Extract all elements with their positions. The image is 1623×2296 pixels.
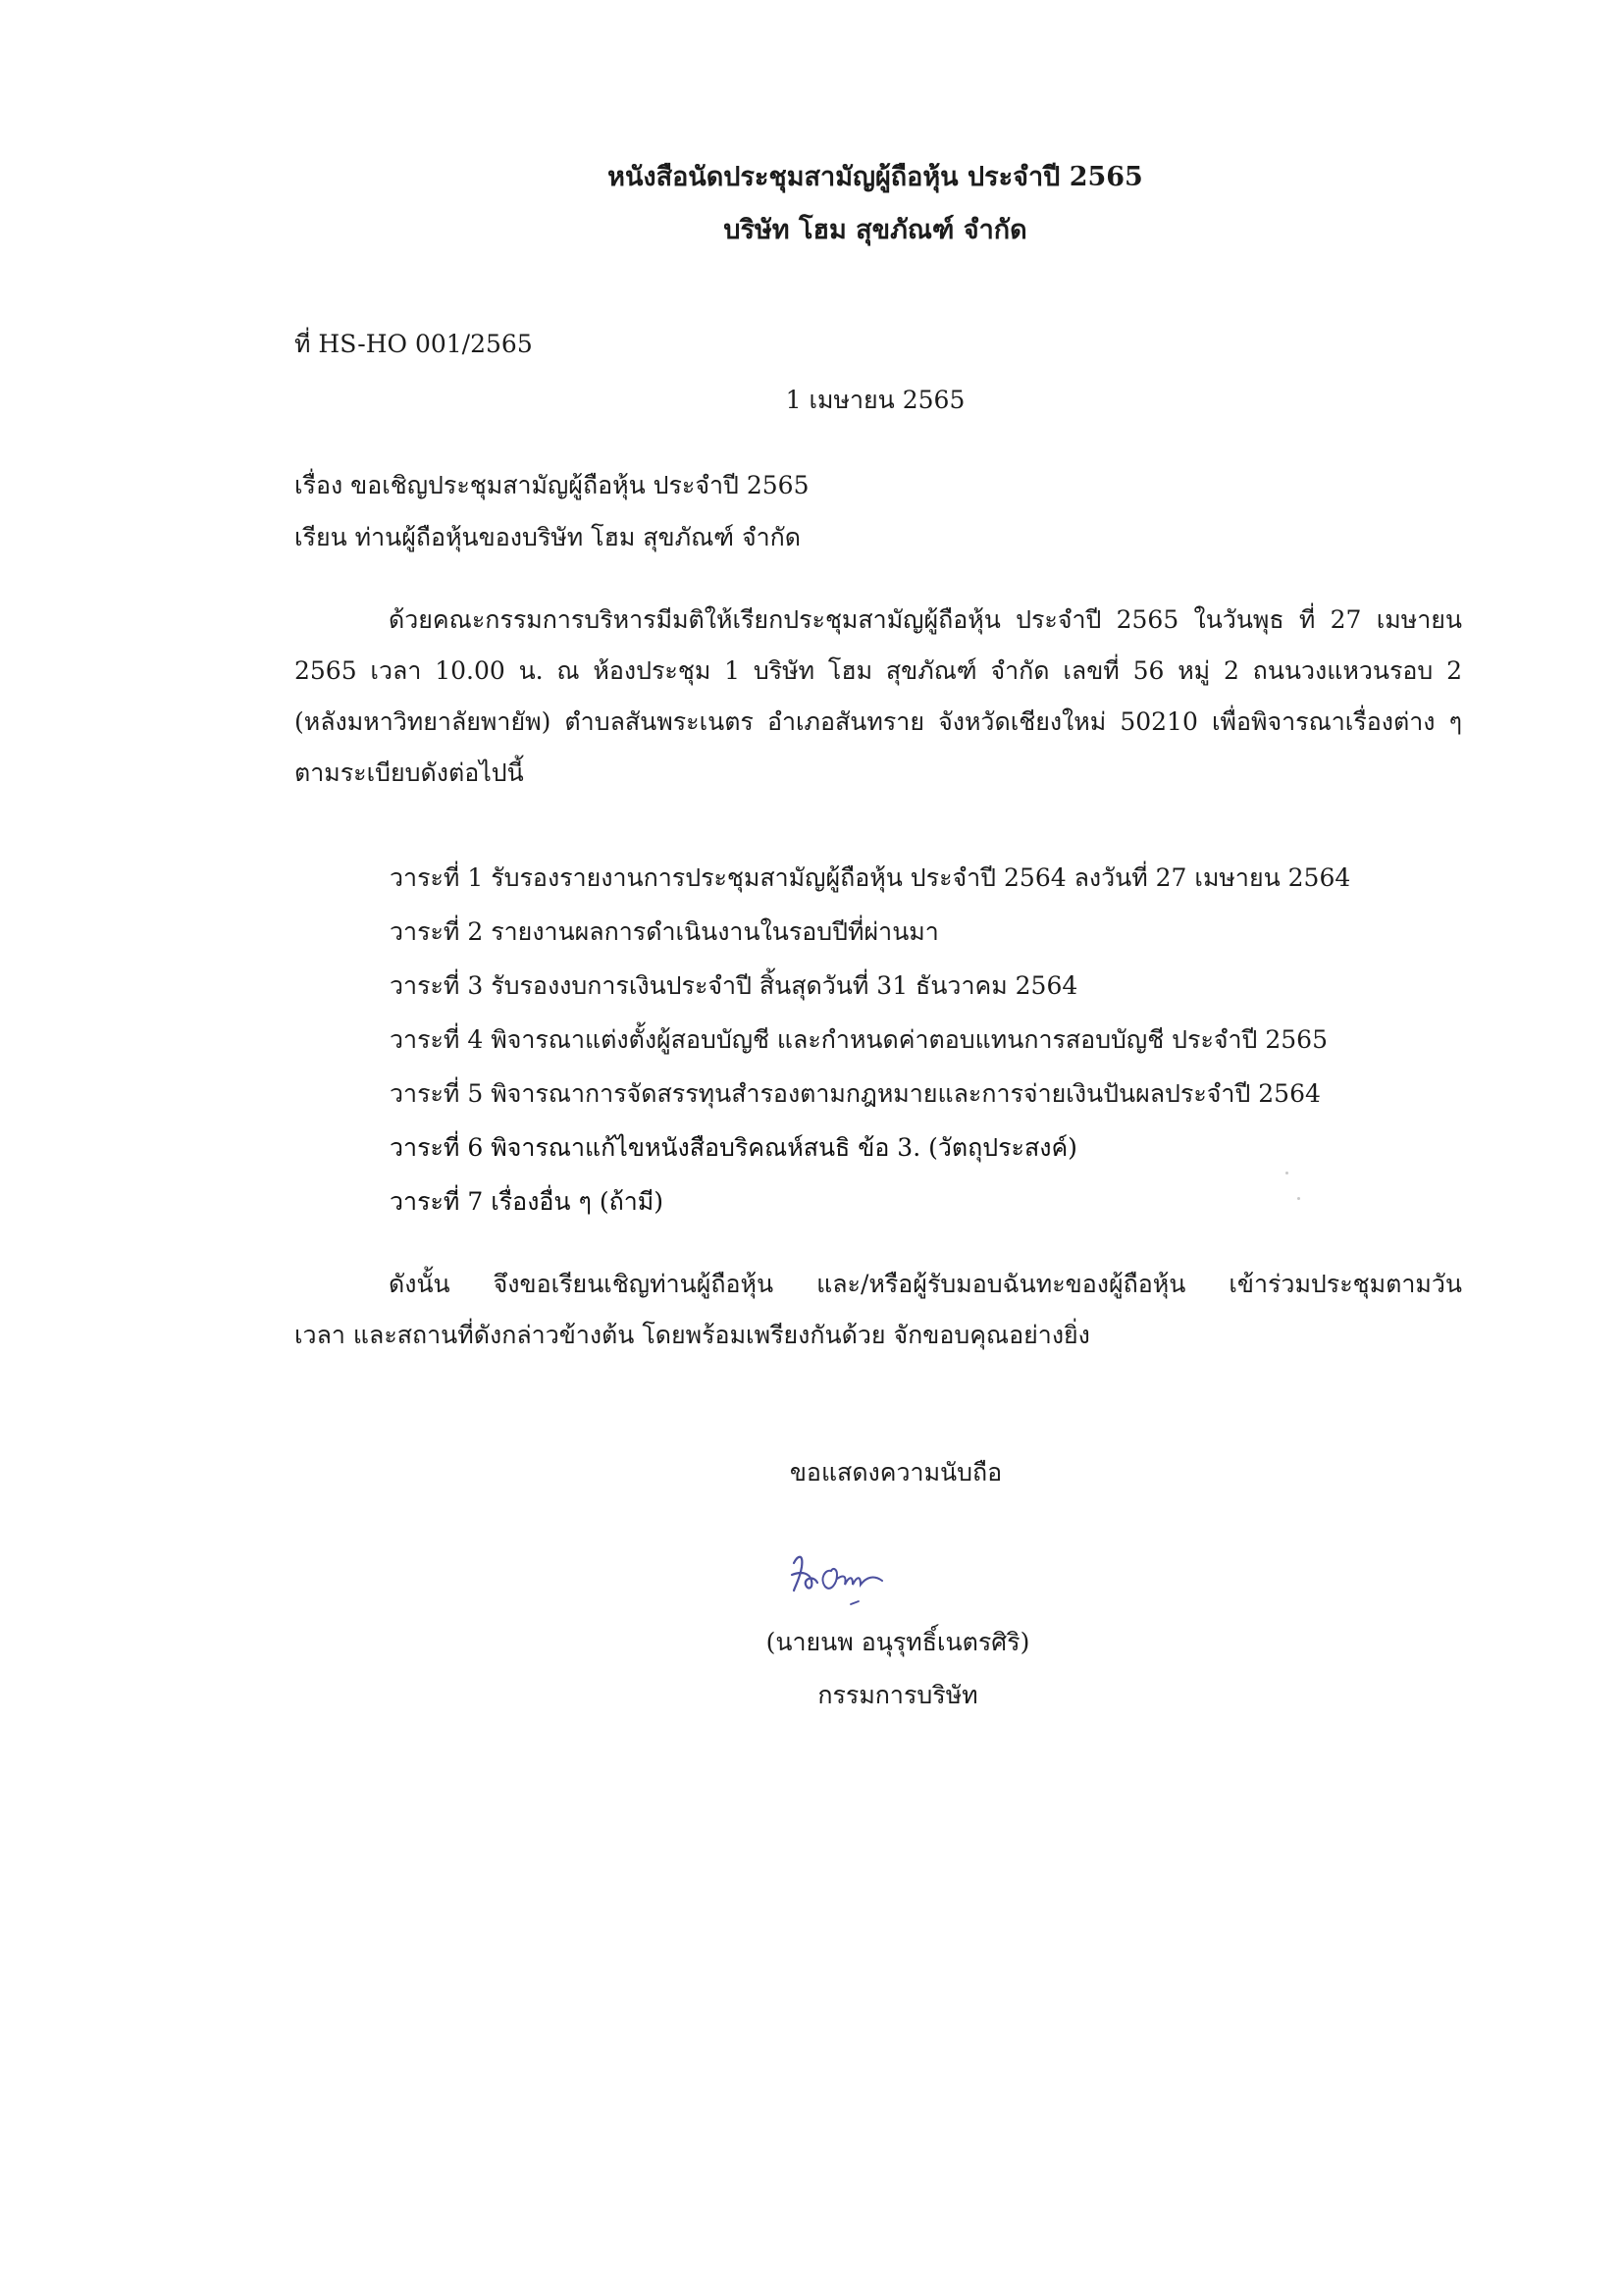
agenda-list bbox=[390, 851, 1350, 1228]
intro-line: ตามระเบียบดังต่อไปนี้ bbox=[294, 758, 524, 787]
agenda-item: วาระที่ 6 พิจารณาแก้ไขหนังสือบริคณห์สนธิ ข้อ 3. (วัตถุประสงค์) bbox=[390, 1133, 1077, 1162]
complimentary-close: ขอแสดงความนับถือ bbox=[789, 1458, 1003, 1487]
agenda-item: วาระที่ 4 พิจารณาแต่งตั้งผู้สอบบัญชี และกำหนดค่าตอบแทนการสอบบัญชี ประจำปี 2565 bbox=[390, 1025, 1328, 1054]
letter-date: 1 เมษายน 2565 bbox=[785, 386, 966, 414]
subject-line: เรื่อง ขอเชิญประชุมสามัญผู้ถือหุ้น ประจำปี 2565 bbox=[294, 471, 810, 499]
company-name-heading: บริษัท โฮม สุขภัณฑ์ จำกัด bbox=[723, 215, 1027, 245]
agenda-item: วาระที่ 2 รายงานผลการดำเนินงานในรอบปีที่ผ่านมา bbox=[390, 917, 939, 946]
intro-paragraph bbox=[294, 595, 1462, 799]
closing-paragraph bbox=[294, 1259, 1462, 1361]
intro-line: (หลังมหาวิทยาลัยพายัพ) ตำบลสันพระเนตร อำเภอสันทราย จังหวัดเชียงใหม่ 50210 เพื่อพิจารณาเรื่องต่าง ๆ bbox=[294, 707, 1462, 736]
intro-line: ด้วยคณะกรรมการบริหารมีมติให้เรียกประชุมสามัญผู้ถือหุ้น ประจำปี 2565 ในวันพุธ ที่ 27 เมษายน bbox=[389, 605, 1462, 634]
scan-speck bbox=[1285, 1172, 1288, 1174]
agenda-item: วาระที่ 3 รับรองงบการเงินประจำปี สิ้นสุดวันที่ 31 ธันวาคม 2564 bbox=[390, 971, 1078, 1000]
signatory-name: (นายนพ อนุรุทธิ์เนตรศิริ) bbox=[765, 1628, 1030, 1656]
handwritten-signature bbox=[788, 1545, 916, 1614]
agenda-item: วาระที่ 7 เรื่องอื่น ๆ (ถ้ามี) bbox=[390, 1187, 663, 1216]
agenda-item: วาระที่ 1 รับรองรายงานการประชุมสามัญผู้ถือหุ้น ประจำปี 2564 ลงวันที่ 27 เมษายน 2564 bbox=[390, 863, 1351, 892]
scan-speck bbox=[1297, 1197, 1300, 1200]
closing-line: เวลา และสถานที่ดังกล่าวข้างต้น โดยพร้อมเพรียงกันด้วย จักขอบคุณอย่างยิ่ง bbox=[294, 1321, 1090, 1349]
addressee-line: เรียน ท่านผู้ถือหุ้นของบริษัท โฮม สุขภัณฑ์ จำกัด bbox=[294, 523, 802, 551]
reference-number: ที่ HS-HO 001/2565 bbox=[294, 330, 533, 358]
signatory-position: กรรมการบริษัท bbox=[817, 1681, 978, 1709]
agenda-item: วาระที่ 5 พิจารณาการจัดสรรทุนสำรองตามกฎหมายและการจ่ายเงินปันผลประจำปี 2564 bbox=[390, 1079, 1321, 1108]
intro-line: 2565 เวลา 10.00 น. ณ ห้องประชุม 1 บริษัท โฮม สุขภัณฑ์ จำกัด เลขที่ 56 หมู่ 2 ถนนวงแหวนรอบ 2 bbox=[294, 656, 1462, 685]
letter-title: หนังสือนัดประชุมสามัญผู้ถือหุ้น ประจำปี 2565 bbox=[607, 162, 1143, 192]
closing-line: ดังนั้น จึงขอเรียนเชิญท่านผู้ถือหุ้น และ/หรือผู้รับมอบฉันทะของผู้ถือหุ้น เข้าร่วมประชุมตามวัน bbox=[389, 1270, 1462, 1298]
